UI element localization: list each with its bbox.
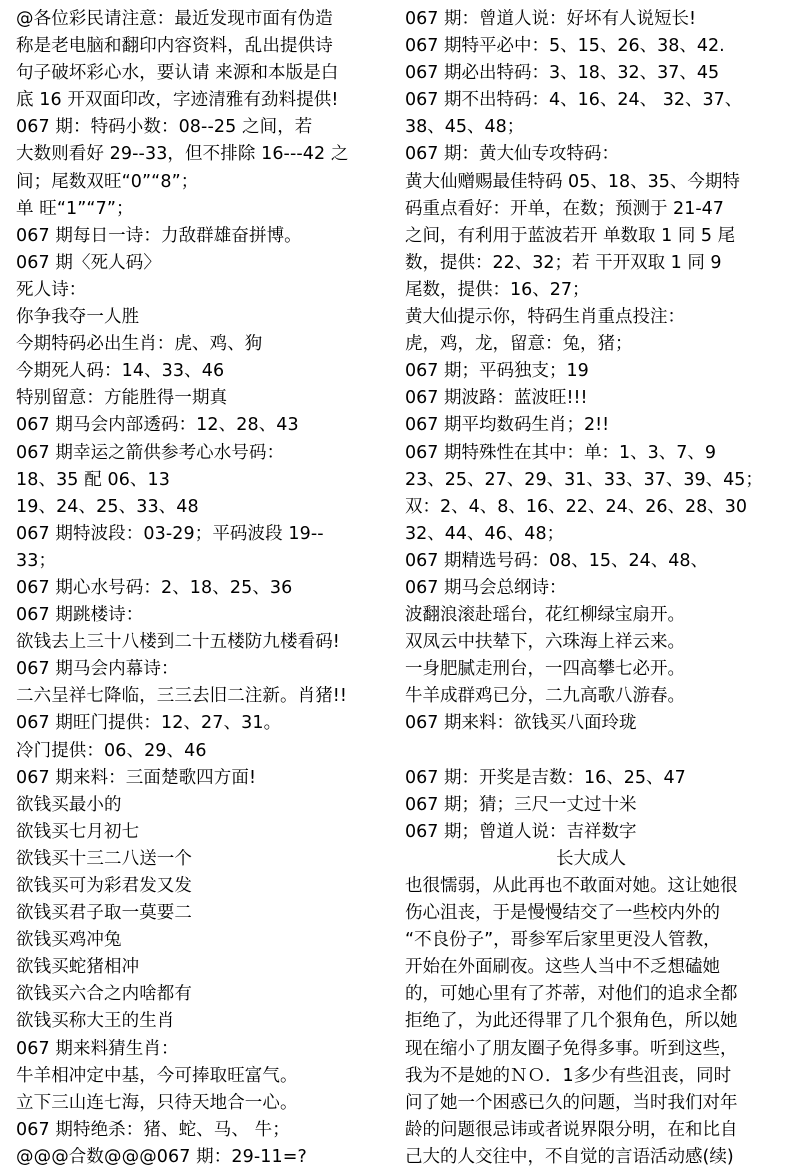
right-line: 牛羊成群鸡已分，二九高歌八游春。 (405, 686, 685, 707)
left-column (16, 6, 388, 1171)
left-line: 牛羊相冲定中基，今可捧取旺富气。 (16, 1065, 298, 1086)
right-line: 067 期；曾道人说：吉祥数字 (405, 821, 637, 842)
right-line: 黄大仙提示你，特码生肖重点投注： (405, 307, 685, 328)
left-line: 二六呈祥七降临，三三去旧二注新。肖猪!! (16, 686, 348, 707)
right-line: 067 期来料：欲钱买八面玲珑 (405, 713, 637, 734)
right-line: 也很懦弱，从此再也不敢面对她。这让她很 (405, 876, 738, 896)
right-line: 067 期；猜；三尺一丈过十米 (405, 794, 637, 815)
left-line: 067 期每日一诗：力敌群雄奋拼博。 (16, 225, 302, 246)
right-line: 067 期：开奖是吉数：16、25、47 (405, 767, 686, 788)
right-line: 32、44、46、48； (405, 523, 565, 544)
right-line: 问了她一个困惑已久的问题，当时我们对年 (405, 1092, 738, 1113)
left-line: 今期特码必出生肖：虎、鸡、狗 (16, 334, 263, 355)
left-line: 18、35 配 06、13 (16, 469, 170, 490)
left-line: 19、24、25、33、48 (16, 496, 199, 517)
right-line: 伤心沮丧，于是慢慢结交了一些校内外的 (405, 903, 720, 924)
right-line: 龄的问题很忌讳或者说界限分明，在和比自 (405, 1119, 738, 1140)
left-line: 欲钱买君子取一莫要二 (16, 903, 192, 924)
left-line: 067 期来料：三面楚歌四方面! (16, 767, 257, 788)
left-line: 067 期〈死人码〉 (16, 252, 161, 273)
right-line: 数，提供：22、32；若 干开双取 1 同 9 (405, 252, 722, 273)
left-line: 冷门提供：06、29、46 (16, 740, 207, 761)
left-line: 067 期特绝杀：猪、蛇、马、 牛； (16, 1119, 290, 1140)
left-line: 今期死人码：14、33、46 (16, 361, 225, 382)
right-line: 一身肥腻走刑台，一四高攀七必开。 (405, 659, 685, 680)
right-line: 现在缩小了朋友圈子免得多事。听到这些， (405, 1038, 738, 1059)
right-line: 双：2、4、8、16、22、24、26、28、30 (405, 496, 748, 517)
right-line: 双凤云中扶辇下，六珠海上祥云来。 (405, 632, 685, 653)
left-line: 大数则看好 29--33，但不排除 16---42 之 (16, 144, 349, 165)
right-line: 067 期：曾道人说：好坏有人说短长! (405, 9, 696, 29)
left-line: 欲钱买六合之内啥都有 (16, 984, 192, 1005)
right-line: 067 期特平必中：5、15、26、38、42. (405, 36, 725, 57)
left-line: @@@合数@@@067 期：29-11=? (16, 1146, 307, 1167)
right-line: 波翻浪滚赴瑶台，花红柳绿宝扇开。 (405, 605, 685, 626)
right-line: 067 期：黄大仙专攻特码： (405, 144, 619, 165)
left-line: 067 期跳楼诗： (16, 605, 144, 626)
right-line: 我为不是她的ＮＯ．1多少有些沮丧，同时 (405, 1065, 732, 1086)
right-line (405, 738, 777, 765)
right-line: 之间，有利用于蓝波若开 单数取 1 同 5 尾 (405, 225, 736, 246)
left-line: 你争我夺一人胜 (16, 307, 140, 328)
right-line: 067 期必出特码：3、18、32、37、45 (405, 63, 720, 84)
left-line: 067 期：特码小数：08--25 之间，若 (16, 117, 313, 138)
left-line: 称是老电脑和翻印内容资料，乱出提供诗 (16, 36, 333, 57)
left-line: 欲钱买称大王的生肖 (16, 1011, 175, 1032)
left-line: 欲钱买蛇猪相冲 (16, 957, 140, 978)
right-line: 黄大仙赠赐最佳特码 05、18、35、今期特 (405, 171, 740, 192)
right-column (405, 6, 777, 1171)
left-line: 33； (16, 550, 57, 571)
left-line: 067 期马会内部透码：12、28、43 (16, 415, 299, 436)
left-line: @各位彩民请注意：最近发现市面有伪造 (16, 9, 333, 29)
left-line: 欲钱去上三十八楼到二十五楼防九楼看码! (16, 632, 340, 653)
left-line: 间；尾数双旺“0”“8”； (16, 171, 199, 192)
right-line: 067 期平均数码生肖；2!! (405, 415, 610, 436)
right-line: 067 期特殊性在其中：单：1、3、7、9 (405, 442, 716, 463)
left-line: 067 期来料猜生肖： (16, 1038, 179, 1059)
right-line: 的，可她心里有了芥蒂，对他们的追求全都 (405, 984, 738, 1005)
left-line: 死人诗： (16, 279, 87, 300)
left-line: 特别留意：方能胜得一期真 (16, 388, 228, 409)
left-line: 欲钱买十三二八送一个 (16, 848, 192, 869)
right-line: “不良份子”，哥参军后家里更没人管教， (405, 930, 721, 951)
right-line: 067 期精选号码：08、15、24、48、 (405, 550, 709, 571)
left-line: 067 期特波段：03-29；平码波段 19-- (16, 523, 324, 544)
left-line: 句子破坏彩心水，要认请 来源和本版是白 (16, 63, 339, 84)
left-line: 067 期幸运之箭供参考心水号码： (16, 442, 285, 463)
left-line: 欲钱买最小的 (16, 794, 122, 815)
left-line: 单 旺“1”“7”； (16, 198, 134, 219)
right-line: 码重点看好：开单，在数；预测于 21-47 (405, 198, 724, 219)
right-line: 23、25、27、29、31、33、37、39、45； (405, 469, 763, 490)
right-line: 067 期波路：蓝波旺!!! (405, 388, 588, 409)
right-line: 067 期马会总纲诗： (405, 577, 567, 598)
left-line: 立下三山连七海，只待天地合一心。 (16, 1092, 298, 1113)
left-line: 底 16 开双面印改，字迹清雅有劲料提供! (16, 90, 339, 111)
right-line: 开始在外面刷夜。这些人当中不乏想磕她 (405, 957, 720, 978)
right-line: 长大成人 (556, 848, 626, 869)
left-line: 067 期旺门提供：12、27、31。 (16, 713, 282, 734)
left-line: 欲钱买鸡冲兔 (16, 930, 122, 951)
left-line: 欲钱买可为彩君发又发 (16, 876, 192, 896)
right-line: 己大的人交往中，不自觉的言语活动感(续) (405, 1146, 734, 1167)
right-line: 虎，鸡，龙，留意：兔，猪； (405, 334, 633, 355)
right-line: 38、45、48； (405, 117, 525, 138)
left-line: 067 期马会内幕诗： (16, 659, 179, 680)
left-line: 欲钱买七月初七 (16, 821, 140, 842)
right-line: 尾数，提供：16、27； (405, 279, 590, 300)
right-line: 067 期；平码独支；19 (405, 361, 589, 382)
right-line: 拒绝了，为此还得罪了几个狠角色，所以她 (405, 1011, 738, 1032)
left-line: 067 期心水号码：2、18、25、36 (16, 577, 293, 598)
right-line: 067 期不出特码：4、16、24、 32、37、 (405, 90, 743, 111)
